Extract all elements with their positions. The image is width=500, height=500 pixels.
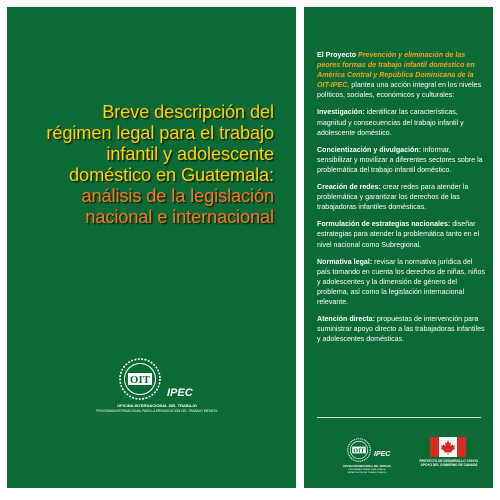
item-paragraph <box>317 145 487 175</box>
subtitle-line: nacional e internacional <box>85 207 274 227</box>
item-text: propuestas de intervención para suministrar apoyo directo a las trabajadoras infantiles y adolescentes domésticas. <box>317 315 485 344</box>
ilo-program-name: PROGRAMA INTERNACIONAL PARA LA ERRADICACIÓN DEL TRABAJO INFANTIL <box>96 409 218 413</box>
item-label: Concientización y divulgación: <box>317 145 422 154</box>
logo-letters: OIT <box>129 374 151 386</box>
intro-lead: El Proyecto <box>317 51 359 59</box>
subtitle-line: análisis de la legislación <box>81 186 274 206</box>
flag-caption: PROYECTO DE DESARROLLO CON EL APOYO DEL GOBIERNO DE CANADÁ <box>419 459 479 467</box>
title-line: infantil y adolescente <box>106 144 274 164</box>
item-text: revisar la normativa jurídica del país tomando en cuenta los derechos de niñas, niños y adolescentes y la dimensión de género del problema, así como la legislación internacional relevante. <box>317 257 485 306</box>
intro-paragraph <box>317 50 487 100</box>
item-paragraph <box>317 182 487 212</box>
item-paragraph <box>317 107 487 137</box>
canada-flag-icon <box>430 437 466 457</box>
item-text: diseñar estrategias para atender la problemática tanto en el nivel nacional como Subregional. <box>317 220 480 249</box>
item-text: identificar las características, magnitud y consecuencias del trabajo infantil y adolescente doméstico. <box>317 108 464 137</box>
item-label: Investigación: <box>317 108 365 117</box>
title-line: régimen legal para el trabajo <box>46 123 274 143</box>
cover-ilo-logo-block <box>95 357 225 427</box>
item-label: Normativa legal: <box>317 257 373 266</box>
footer-ilo-program-name: PROGRAMA INTERNACIONAL PARA LA ERRADICACIÓN DEL TRABAJO INFANTIL <box>347 469 387 474</box>
item-text: informar, sensibilizar y movilizar a diferentes sectores sobre la problemática del trabajo infantil doméstico. <box>317 145 483 174</box>
cover-title <box>12 102 274 228</box>
title-line: Breve descripción del <box>102 102 274 122</box>
ilo-oit-logo-icon <box>117 357 163 401</box>
intro-rest: plantea una acción integral en los niveles políticos, sociales, económicos y culturales: <box>317 81 482 100</box>
fold-gutter <box>296 7 304 488</box>
ilo-org-name: OFICINA INTERNACIONAL DEL TRABAJO <box>117 403 197 408</box>
project-name: Prevención y eliminación de las peores formas de trabajo infantil doméstico en América Central y República Dominicana de la OIT-IPEC, <box>317 51 475 90</box>
item-paragraph <box>317 257 487 307</box>
ipec-label: IPEC <box>167 387 193 399</box>
item-text: crear redes para atender la problemática y garantizar los derechos de las trabajadoras infantiles domésticas. <box>317 183 469 212</box>
ilo-oit-logo-icon <box>346 437 372 463</box>
item-label: Creación de redes: <box>317 183 381 192</box>
item-paragraph <box>317 314 487 344</box>
back-body-text <box>317 50 487 351</box>
item-paragraph <box>317 219 487 249</box>
footer-ipec-label: IPEC <box>374 451 391 458</box>
title-line: doméstico en Guatemala: <box>69 165 274 185</box>
logo-letters: OIT <box>353 447 365 455</box>
item-label: Formulación de estrategias nacionales: <box>317 220 451 229</box>
item-label: Atención directa: <box>317 315 375 324</box>
footer-ilo-org-name: OFICINA INTERNACIONAL DEL TRABAJO <box>343 465 391 468</box>
front-cover-panel <box>7 7 296 488</box>
footer-ilo-logo-block <box>342 437 402 477</box>
footer-divider <box>317 417 481 418</box>
back-panel <box>304 7 493 488</box>
